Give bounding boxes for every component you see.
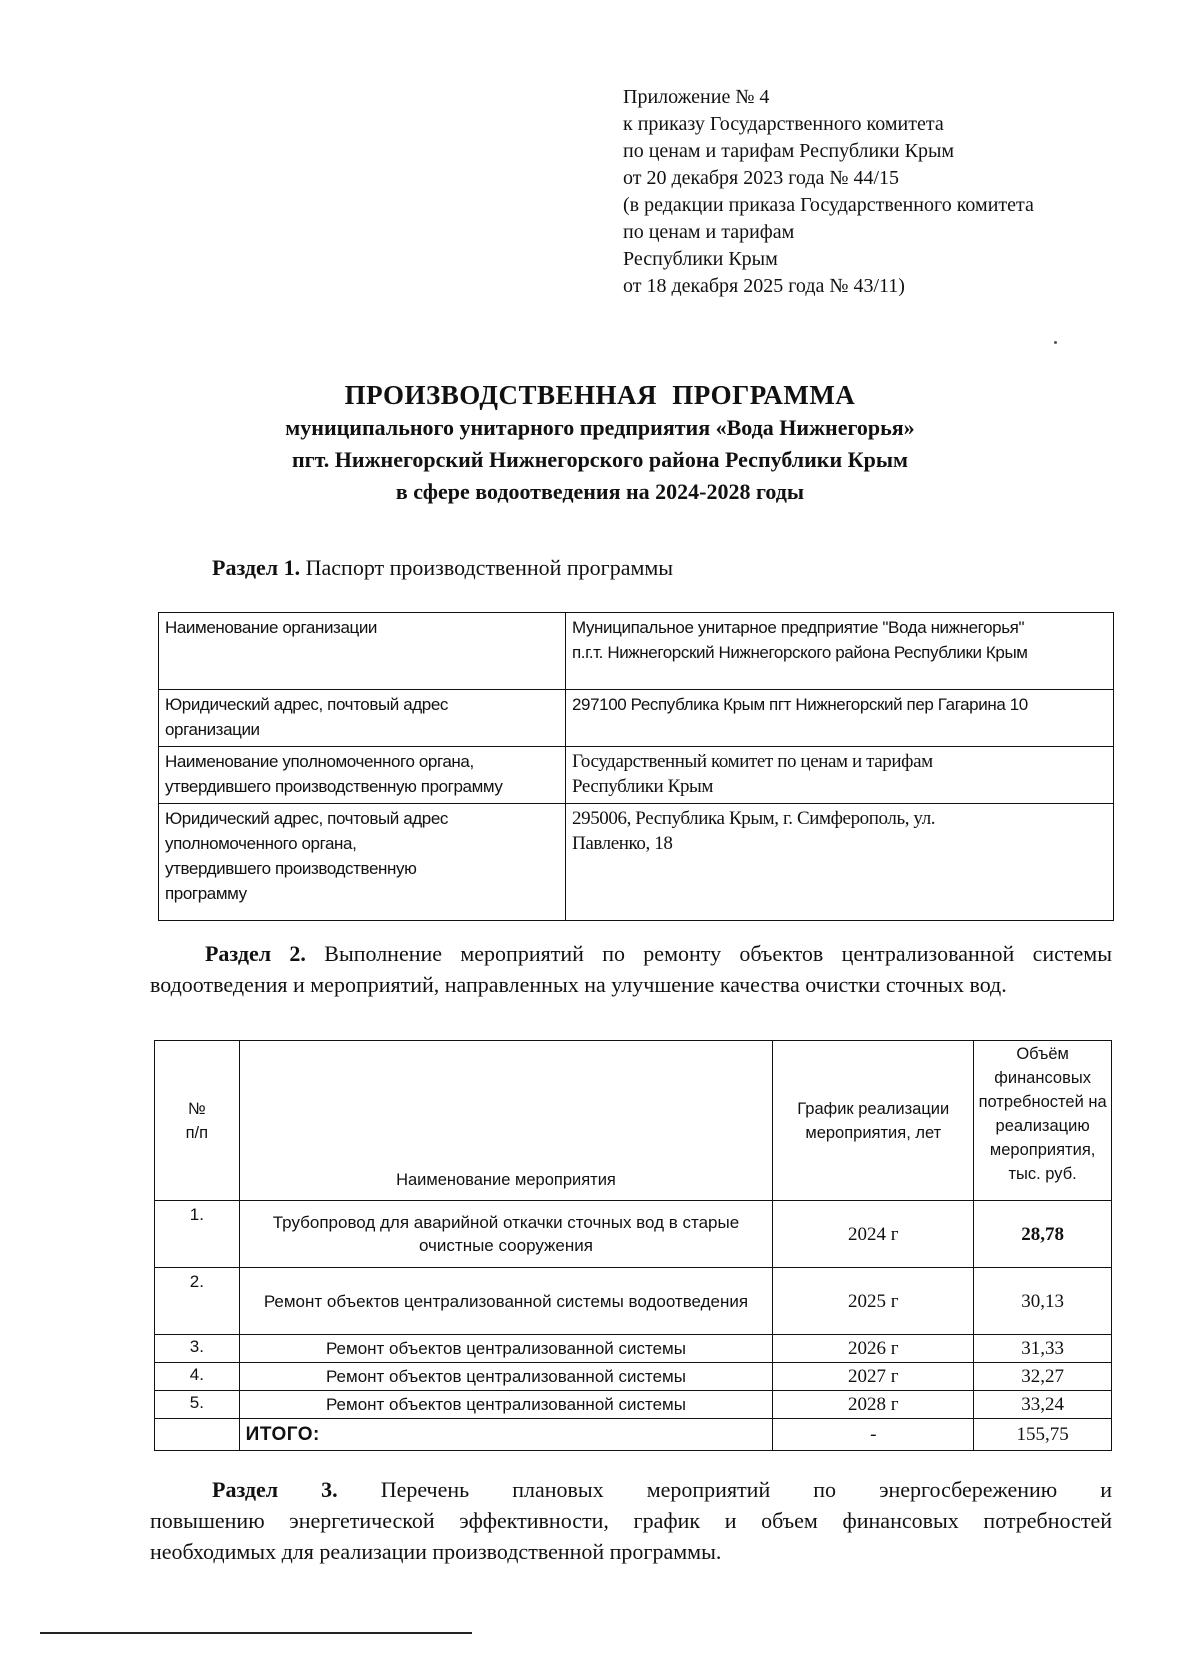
appendix-line: к приказу Государственного комитета xyxy=(623,113,944,135)
subtitle-line: в сфере водоотведения на 2024-2028 годы xyxy=(395,479,805,504)
row-name: Ремонт объектов централизованной системы xyxy=(239,1363,773,1391)
table-row xyxy=(155,1335,1112,1363)
row-amount: 28,78 xyxy=(974,1201,1112,1268)
row-name: Ремонт объектов централизованной системы водоотведения xyxy=(239,1268,773,1335)
total-empty-cell xyxy=(155,1419,240,1451)
appendix-line: по ценам и тарифам xyxy=(623,221,795,243)
passport-value: 295006, Республика Крым, г. Симферополь, ул. Павленко, 18 xyxy=(566,804,1114,921)
row-year: 2026 г xyxy=(773,1335,974,1363)
section-text: Перечень плановых мероприятий по энергосбережению и xyxy=(380,1477,1112,1502)
row-amount: 32,27 xyxy=(974,1363,1112,1391)
events-table xyxy=(154,1040,1112,1451)
table-row xyxy=(155,1363,1112,1391)
section-text: повышению энергетической эффективности, график и объем финансовых потребностей xyxy=(150,1508,1112,1533)
column-header-name: Наименование мероприятия xyxy=(239,1041,773,1201)
table-row xyxy=(155,1201,1112,1268)
row-name: Ремонт объектов централизованной системы xyxy=(239,1335,773,1363)
section-text: Выполнение мероприятий по ремонту объектов централизованной системы водоотведения и мероприятий, направленных на улучшение качества очистки сточных вод. xyxy=(150,941,1112,997)
scan-speck xyxy=(1054,341,1057,344)
row-year: 2024 г xyxy=(773,1201,974,1268)
row-number: 1. xyxy=(155,1201,240,1268)
total-label: ИТОГО: xyxy=(239,1419,773,1451)
column-header-number: № п/п xyxy=(155,1041,240,1201)
total-amount: 155,75 xyxy=(974,1419,1112,1451)
passport-key: Наименование уполномоченного органа, утвердившего производственную программу xyxy=(159,747,566,804)
row-number: 3. xyxy=(155,1335,240,1363)
subtitle-line: пгт. Нижнегорский Нижнегорского района Республики Крым xyxy=(291,447,908,472)
row-name: Ремонт объектов централизованной системы xyxy=(239,1391,773,1419)
section-text: Паспорт производственной программы xyxy=(300,555,674,580)
table-row xyxy=(159,804,1114,921)
table-row xyxy=(155,1391,1112,1419)
passport-key: Юридический адрес, почтовый адрес организации xyxy=(159,690,566,747)
passport-value: 297100 Республика Крым пгт Нижнегорский пер Гагарина 10 xyxy=(566,690,1114,747)
row-year: 2025 г xyxy=(773,1268,974,1335)
passport-key: Юридический адрес, почтовый адрес уполномоченного органа, утвердившего производственную программу xyxy=(159,804,566,921)
section-text: необходимых для реализации производственной программы. xyxy=(150,1539,722,1564)
passport-table xyxy=(158,612,1114,921)
column-header-volume: Объём финансовых потребностей на реализацию мероприятия, тыс. руб. xyxy=(974,1041,1112,1201)
section2-heading xyxy=(150,938,1112,1000)
section-label: Раздел 1. xyxy=(212,555,301,580)
row-number: 4. xyxy=(155,1363,240,1391)
document-title xyxy=(140,378,1060,508)
appendix-line: от 18 декабря 2025 года № 43/11) xyxy=(623,275,905,297)
table-row xyxy=(155,1268,1112,1335)
row-amount: 31,33 xyxy=(974,1335,1112,1363)
row-amount: 30,13 xyxy=(974,1268,1112,1335)
table-header-row xyxy=(155,1041,1112,1201)
row-number: 2. xyxy=(155,1268,240,1335)
table-row xyxy=(159,747,1114,804)
appendix-line: Республики Крым xyxy=(623,248,778,270)
total-year: - xyxy=(773,1419,974,1451)
subtitle-line: муниципального унитарного предприятия «Вода Нижнегорья» xyxy=(285,415,915,440)
row-name: Трубопровод для аварийной откачки сточных вод в старые очистные сооружения xyxy=(239,1201,773,1268)
table-row xyxy=(159,690,1114,747)
table-row xyxy=(159,613,1114,690)
total-row xyxy=(155,1419,1112,1451)
appendix-header xyxy=(623,84,1143,300)
appendix-line: от 20 декабря 2023 года № 44/15 xyxy=(623,167,900,189)
main-title: ПРОИЗВОДСТВЕННАЯ ПРОГРАММА xyxy=(344,380,856,410)
section3-heading xyxy=(150,1474,1112,1567)
passport-value: Муниципальное унитарное предприятие "Вода нижнегорья" п.г.т. Нижнегорский Нижнегорского района Республики Крым xyxy=(566,613,1114,690)
appendix-line: по ценам и тарифам Республики Крым xyxy=(623,140,955,162)
row-number: 5. xyxy=(155,1391,240,1419)
footnote-separator xyxy=(40,1632,472,1634)
row-year: 2028 г xyxy=(773,1391,974,1419)
section-label: Раздел 3. xyxy=(212,1477,338,1502)
passport-value: Государственный комитет по ценам и тарифам Республики Крым xyxy=(566,747,1114,804)
row-year: 2027 г xyxy=(773,1363,974,1391)
column-header-schedule: График реализации мероприятия, лет xyxy=(773,1041,974,1201)
appendix-line: Приложение № 4 xyxy=(623,86,770,108)
section1-heading xyxy=(212,552,673,583)
appendix-line: (в редакции приказа Государственного комитета xyxy=(623,194,1034,216)
section-label: Раздел 2. xyxy=(204,941,306,966)
row-amount: 33,24 xyxy=(974,1391,1112,1419)
passport-key: Наименование организации xyxy=(159,613,566,690)
